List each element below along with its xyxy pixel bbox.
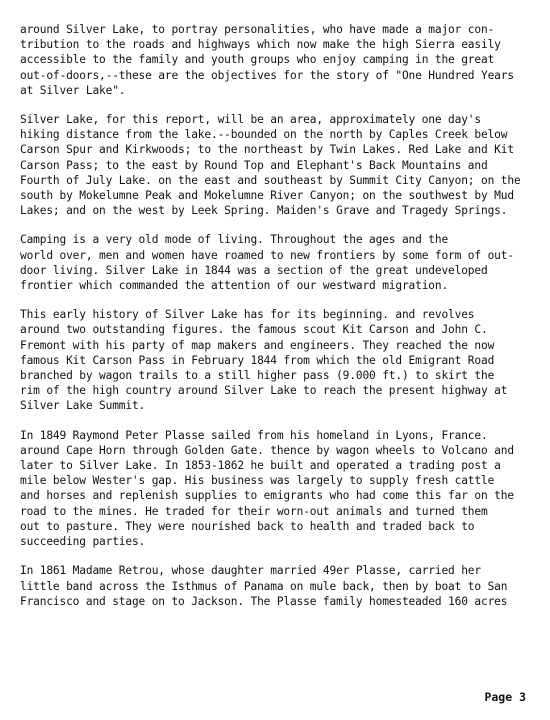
paragraph-retrou-1861: In 1861 Madame Retrou, whose daughter married 49er Plasse, carried her little band across the Isthmus of Panama on mule back, then by boat to San Francisco and stage on to Jackson. The Plasse family homesteaded 160 acres: [20, 564, 508, 608]
paragraph-camping: Camping is a very old mode of living. Throughout the ages and the world over, men and women have roamed to new frontiers by some form of out- door living. Silver Lake in 1844 was a section of the great undeveloped frontier which commanded the attention of our westward migration.: [20, 233, 514, 293]
page-number: Page 3: [484, 690, 526, 704]
paragraph-early-history: This early history of Silver Lake has for its beginning. and revolves around two outstanding figures. the famous scout Kit Carson and John C. Fremont with his party of map makers and engineers. They reached the now famous Kit Carson Pass in February 1844 from which the old Emigrant Road branched by wagon trails to a still higher pass (9.000 ft.) to skirt the rim of the high country around Silver Lake to reach the present highway at Silver Lake Summit.: [20, 308, 508, 413]
paragraph-objectives: around Silver Lake, to portray personalities, who have made a major con- tribution to the roads and highways which now make the high Sierra easily accessible to the family and youth groups who enjoy camping in the great out-of-doors,--these are the objectives for the story of "One Hundred Years at Silver Lake".: [20, 23, 514, 97]
paragraph-plasse-1849: In 1849 Raymond Peter Plasse sailed from his homeland in Lyons, France. around Cape Horn through Golden Gate. thence by wagon wheels to Volcano and later to Silver Lake. In 1853-1862 he built and operated a trading post a mile below Wester's gap. His business was largely to supply fresh cattle and horses and replenish supplies to emigrants who had come this far on the road to the mines. He traded for their worn-out animals and turned them out to pasture. They were nourished back to health and traded back to succeeding parties.: [20, 428, 514, 549]
paragraph-silver-lake-area: Silver Lake, for this report, will be an area, approximately one day's hiking distance from the lake.--bounded on the north by Caples Creek below Carson Spur and Kirkwoods; to the northeast by Twin Lakes. Red Lake and Kit Carson Pass; to the east by Round Top and Elephant's Back Mountains and Fourth of July Lake. on the east and southeast by Summit City Canyon; on the south by Mokelumne Peak and Mokelumne River Canyon; on the southwest by Mud Lakes; and on the west by Leek Spring. Maiden's Grave and Tragedy Springs.: [20, 113, 521, 218]
